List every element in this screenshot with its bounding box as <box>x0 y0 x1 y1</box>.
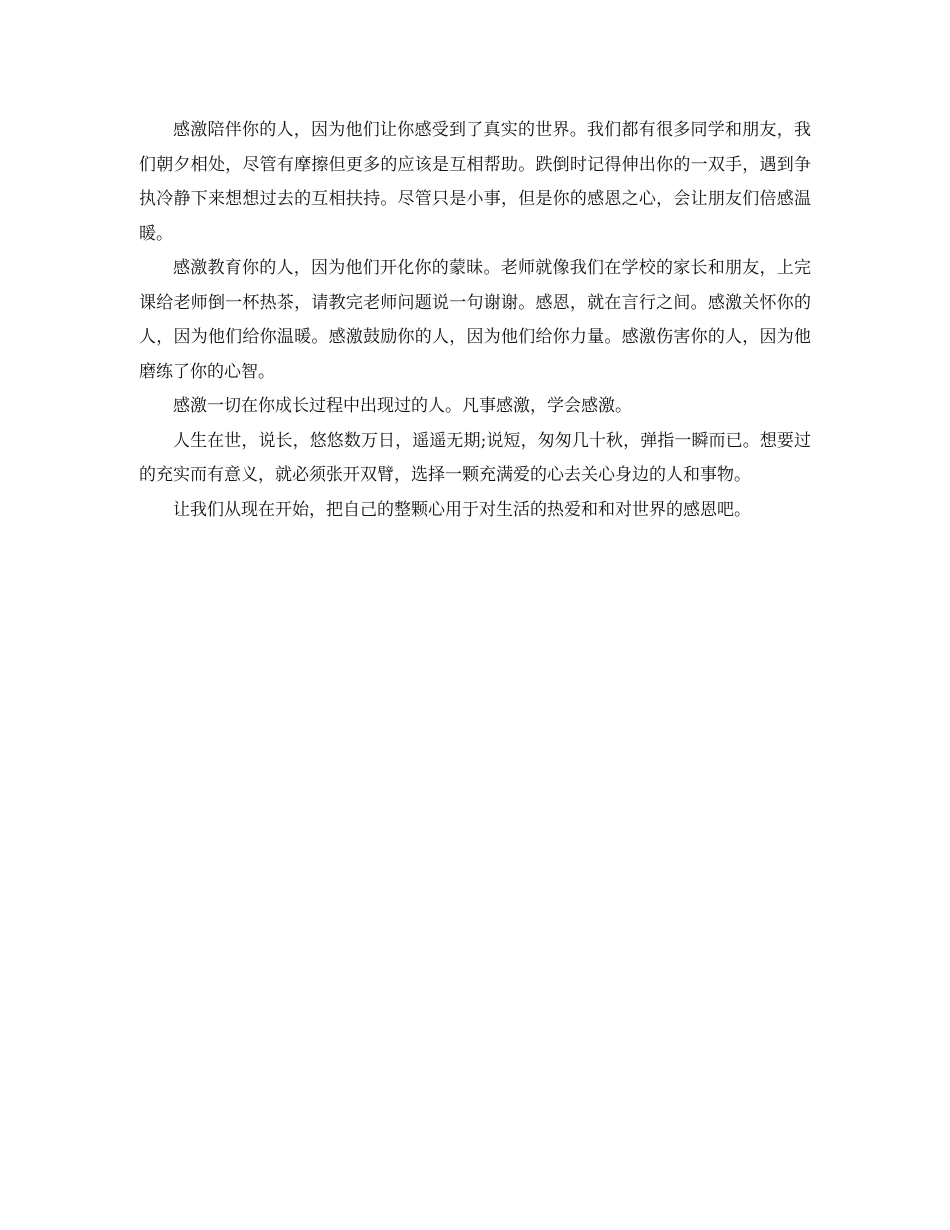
paragraph-3: 感激一切在你成长过程中出现过的人。凡事感激，学会感激。 <box>173 396 632 416</box>
paragraph-5: 让我们从现在开始，把自己的整颗心用于对生活的热爱和和对世界的感恩吧。 <box>173 499 751 520</box>
document-body <box>139 113 811 527</box>
paragraph-2: 感激教育你的人，因为他们开化你的蒙昧。老师就像我们在学校的家长和朋友，上完课给老师倒一杯热茶，请教完老师问题说一句谢谢。感恩，就在言行之间。感激关怀你的人，因为他们给你温暖。感激鼓励你的人，因为他们给你力量。感激伤害你的人，因为他磨练了你的心智。 <box>139 258 811 382</box>
paragraph-4: 人生在世，说长，悠悠数万日，遥遥无期;说短，匆匆几十秋，弹指一瞬而已。想要过的充实而有意义，就必须张开双臂，选择一颗充满爱的心去关心身边的人和事物。 <box>139 430 811 485</box>
paragraph-1: 感激陪伴你的人，因为他们让你感受到了真实的世界。我们都有很多同学和朋友，我们朝夕相处，尽管有摩擦但更多的应该是互相帮助。跌倒时记得伸出你的一双手，遇到争执冷静下来想想过去的互相扶持。尽管只是小事，但是你的感恩之心，会让朋友们倍感温暖。 <box>139 120 811 244</box>
